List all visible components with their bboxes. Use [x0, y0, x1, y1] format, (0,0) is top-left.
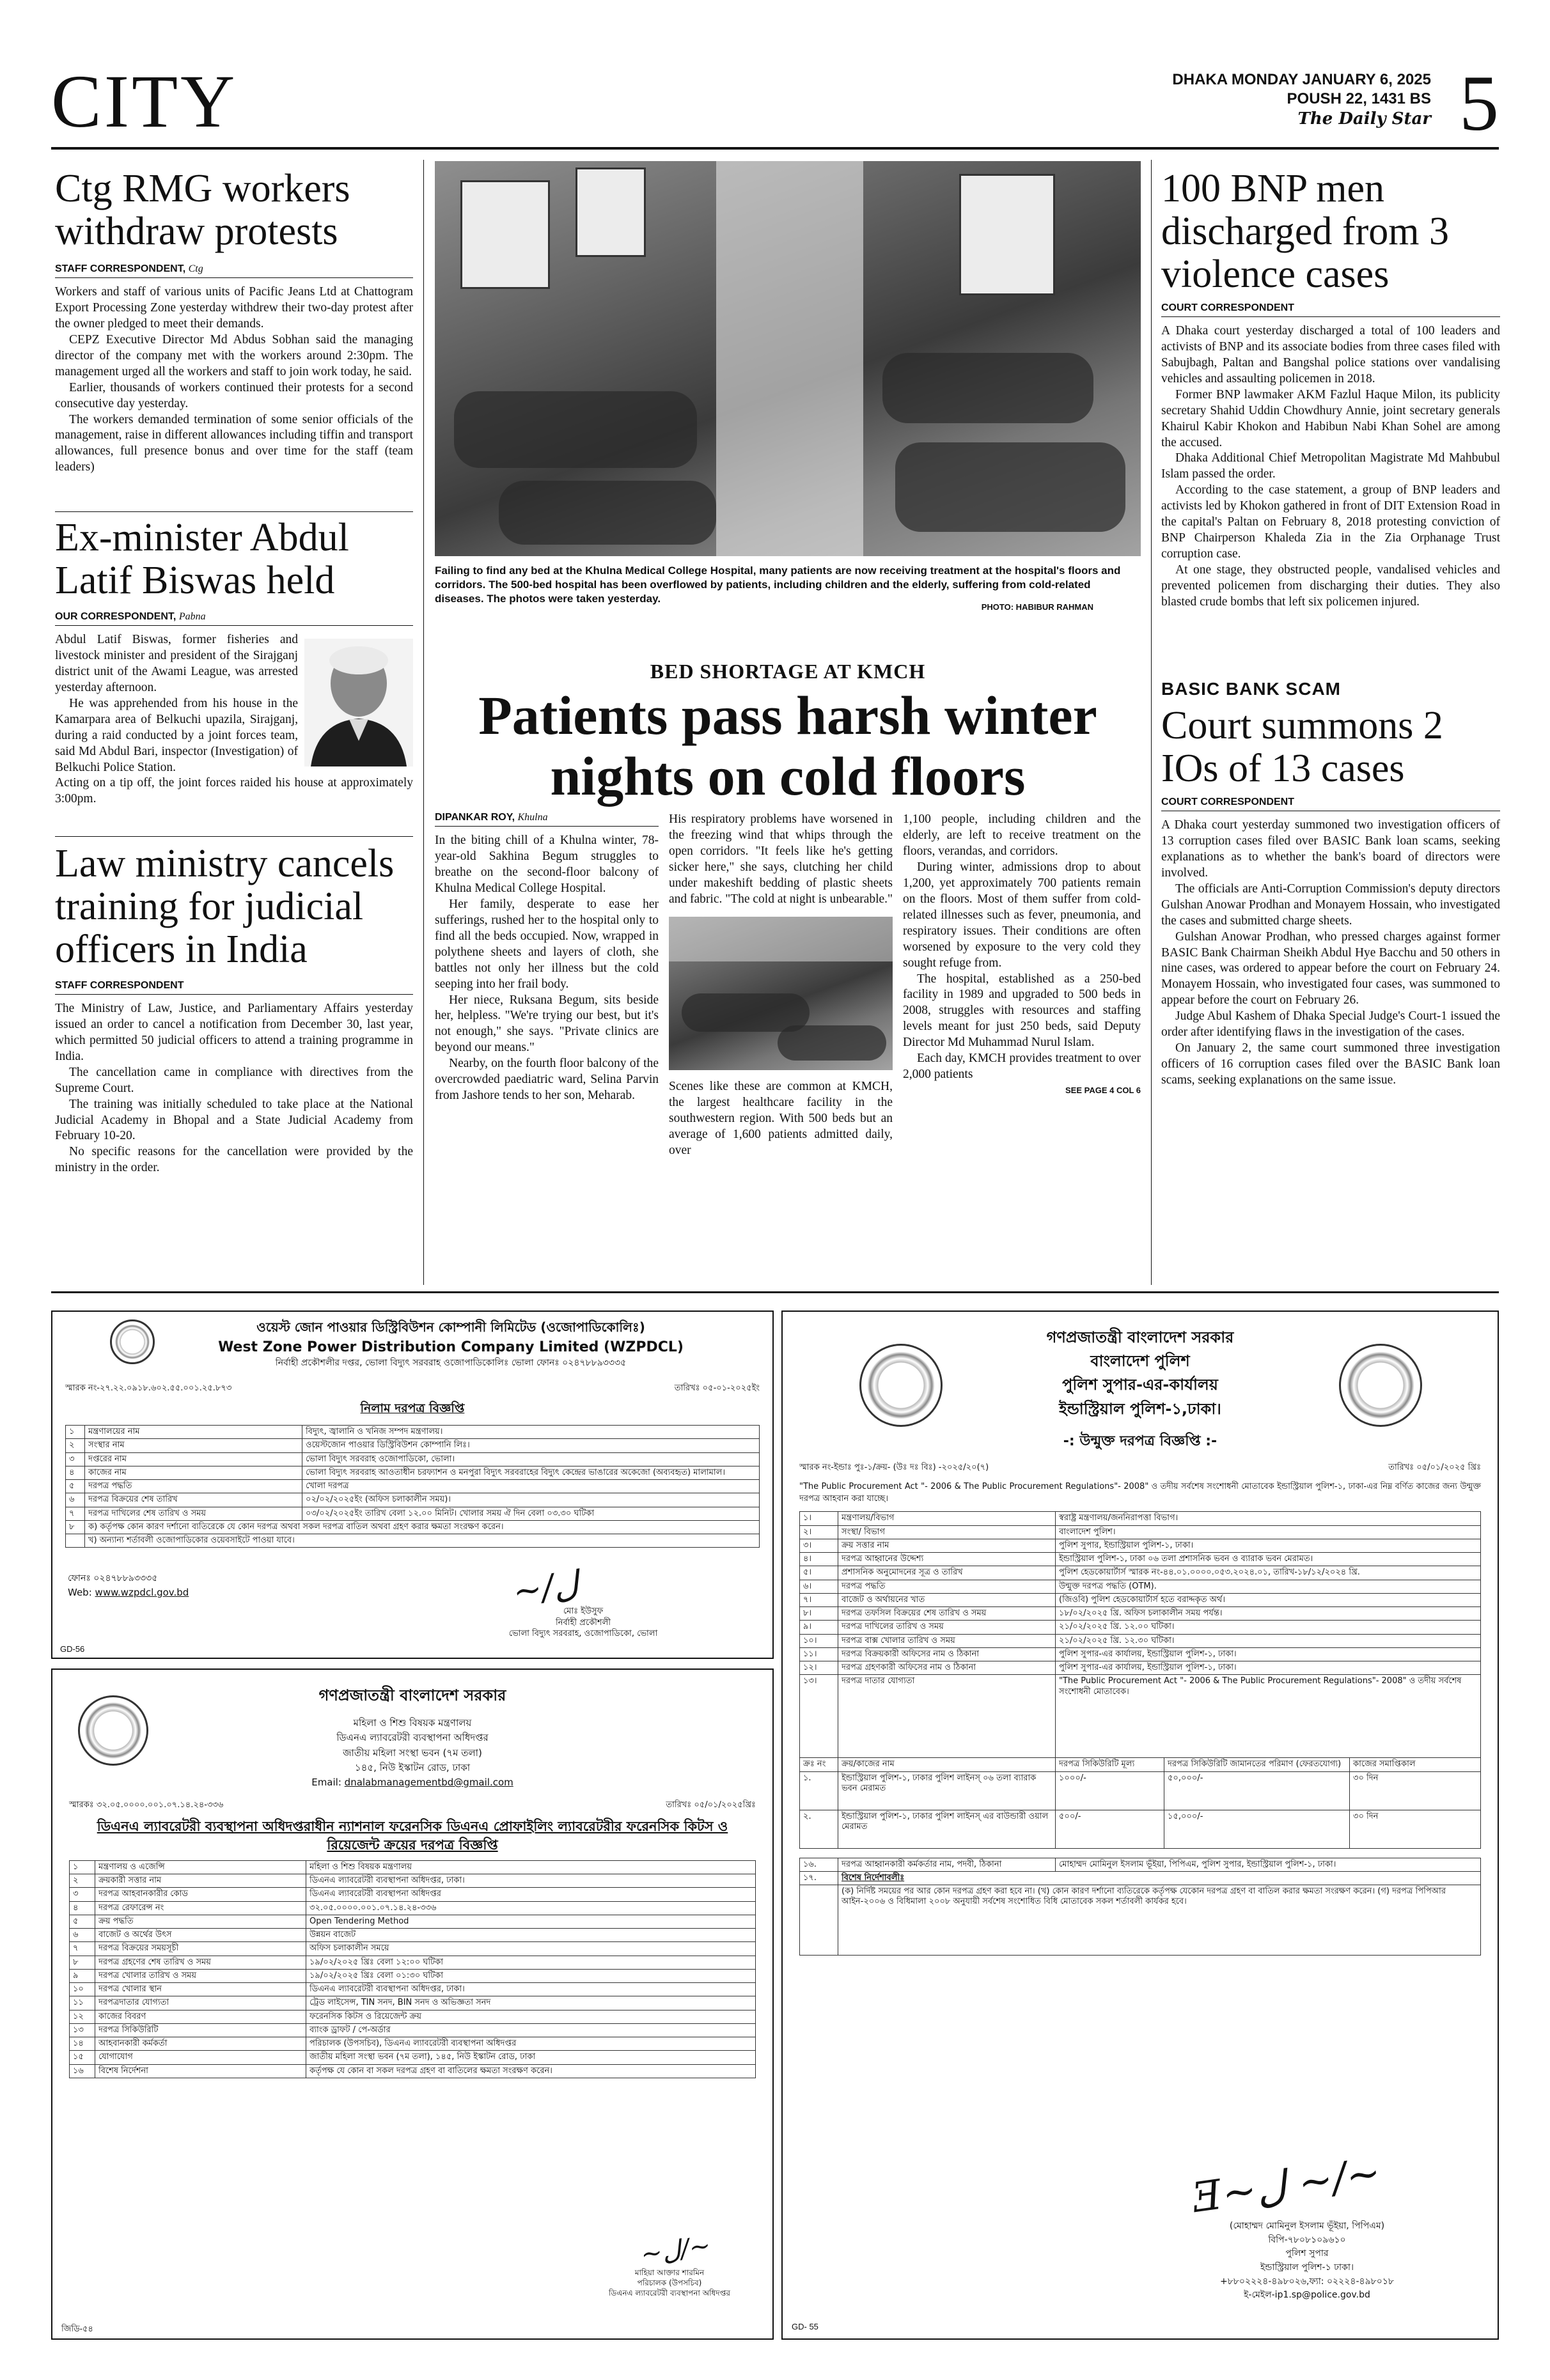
ad-gov: গণপ্রজাতন্ত্রী বাংলাদেশ সরকার	[318, 1686, 506, 1704]
lead-byline: DIPANKAR ROY, Khulna	[435, 812, 659, 827]
lead-headline: Patients pass harsh winter nights on cold floors	[478, 685, 1097, 807]
ad-works-table: ক্রঃ নং ক্রয়/কাজের নাম দরপত্র সিকিউরিটি মূল্য দরপত্র সিকিউরিটি জামানতের পরিমাণ (ফেরতযোগ্য) কাজের সমাপ্তিকাল ১. ইন্ডাস্ট্রিয়াল পুলিশ-১, ঢাকার পুলিশ লাইনস্ ০৬ তলা ব্যারাক ভবন মেরামত ১০০০/- ৫০,০০০/- ৩০ দিন ২. ইন্ডাস্ট্রিয়াল পুলিশ-১, ঢাকার পুলিশ লাইনস্ এর বাউন্ডারী ওয়াল মেরামত ৫০০/- ১৫,০০০/- ৩০ দিন	[799, 1757, 1481, 1848]
ad-table: ১ মন্ত্রণালয়ের নাম বিদ্যুৎ, জ্বালানি ও খনিজ সম্পদ মন্ত্রণালয়। ২ সংস্থার নাম ওয়েস্টজোন পাওয়ার ডিস্ট্রিবিউশন কোম্পানি লিঃ। ৩ দপ্তরের নাম ভোলা বিদ্যুৎ সরবরাহ ওজোপাডিকো, ভোলা। ৪ কাজের নাম ভোলা বিদ্যুৎ সরবরাহ আওতাধীন চরফ্যাশন ও মনপুরা বিদ্যুৎ সরবরাহের বিদ্যুৎ কেন্দ্রের ভাঙারের অকেজো (অব্যবহৃত) মালামাল। ৫ দরপত্র পদ্ধতি খোলা দরপত্র ৬ দরপত্র বিক্রয়ের শেষ তারিখ ০২/০২/২০২৫ইং (অফিস চলাকালীন সময়)। ৭ দরপত্র দাখিলের শেষ তারিখ ও সময় ০৩/০২/২০২৫ইং তারিখ বেলা ১২.০০ মিনিট। খোলার সময় ঐ দিন বেলা ০৩.৩০ ঘটিকা ৮ ক) কর্তৃপক্ষ কোন কারণ দর্শানো ব্যতিরেকে যে কোন দরপত্র অথবা সকল দরপত্র বাতিল অথবা গ্রহণ করার ক্ষমতা সংরক্ষণ করেন। খ) অন্যান্য শর্তাবলী ওজোপাডিকোর ওয়েবসাইটে পাওয়া যাবে।	[65, 1425, 760, 1548]
ad-notice-title: নিলাম দরপত্র বিজ্ঞপ্তি	[360, 1401, 465, 1415]
photo-corridor	[716, 161, 863, 556]
ad-police	[781, 1311, 1499, 2340]
story-headline: 100 BNP men discharged from 3 violence cases	[1161, 167, 1449, 296]
story-bnp	[1161, 167, 1500, 611]
lead-body-2: His respiratory problems have worsened in the freezing wind that whips through the open corridors. "It feels like he's getting sicker here," she says, clutching her child under makeshift bedding of plastic sheets and fabric. "The cold at night is unbearable."	[669, 813, 893, 906]
ad-signatory: মোঃ ইউসুফ নির্বাহী প্রকৌশলী ভোলা বিদ্যুৎ সরবরাহ, ওজোপাডিকো, ভোলা	[508, 1606, 658, 1639]
story-body: The Ministry of Law, Justice, and Parliamentary Affairs yesterday issued an order to cancel a notification from December 30, last year, which permitted 50 judicial officers to attend a training programme in India. The cancellation came in compliance with directives from the Supreme Court. The training was initially scheduled to take place at the National Judicial Academy in Bhopal and a State Judicial Academy from February 10-20. No specific reasons for the cancellation were provided by the ministry in the order.	[55, 1001, 413, 1175]
signature: ~ﻝ/~	[639, 2230, 713, 2270]
lead-body-1: In the biting chill of a Khulna winter, 78-year-old Sakhina Begum struggles to breathe on the second-floor balcony of Khulna Medical College Hospital. Her family, desperate to ease her sufferings, rushed her to the hospital only to find all the beds occupied. Now, wrapped in polythene sheets and layers of cloth, she battles not only her illness but the cold seeping into her frail body. Her niece, Ruksana Begum, sits beside her, helpless. "We're trying our best, but it's not enough," she says. "Private clinics are beyond our means." Nearby, on the fourth floor balcony of the overcrowded paediatric ward, Selina Parvin from Jashore tends to her son, Meharab.	[435, 834, 659, 1103]
ad-intro: "The Public Procurement Act "- 2006 & The Public Procurement Regulations"- 2008" ও তদীয় সর্বশেষ সংশোধনী মোতাবেক ইন্ডাস্ট্রিয়াল পুলিশ-১, ঢাকা-এর নিম্ন বর্ণিত কাজের জন্য উন্মুক্ত দরপত্র আহবান করা যাচ্ছে।	[799, 1481, 1481, 1504]
story-kicker: BASIC BANK SCAM	[1161, 679, 1341, 699]
story-divider	[55, 836, 413, 837]
lead-body-2b: Scenes like these are common at KMCH, the largest healthcare facility in the southwestern region. With 500 beds but an average of 1,600 patients admitted daily, over	[669, 1079, 893, 1157]
story-divider	[55, 511, 413, 512]
ad-signatory: মাহিয়া আক্তার শারমিন পরিচালক (উপসচিব) ডিএনএ ল্যাবরেটরী ব্যবস্থাপনা অধিদপ্তর	[608, 2268, 731, 2298]
story-headline: Ctg RMG workers withdraw protests	[55, 167, 350, 253]
story-body: Workers and staff of various units of Pacific Jeans Ltd at Chattogram Export Processing Zone yesterday withdrew their two-day protest after the owner pledged to meet their demands. CEPZ Executive Director Md Abdus Sobhan said the managing director of the company met with the workers around 2:30pm. The management urged all the workers and staff to join work today, he said. Earlier, thousands of workers continued their protests for a second consecutive day yesterday. The workers demanded termination of some senior officials of the management, raise in different allowances including tiffin and transport allowances, full presence bonus and over time for the staff (team leaders)	[55, 284, 413, 474]
portrait-image	[304, 639, 413, 766]
photo-patient	[454, 391, 697, 468]
dateline	[1172, 70, 1431, 130]
ad-dna	[51, 1668, 774, 2340]
ad-gd: জিডি-৫৪	[61, 2324, 93, 2333]
photo-wall	[669, 917, 893, 961]
inset-photo	[669, 917, 893, 1070]
jump-line[interactable]: SEE PAGE 4 COL 6	[1065, 1085, 1141, 1096]
ad-email-link[interactable]: ই-মেইল-ip1.sp@police.gov.bd	[1244, 2290, 1370, 2301]
ad-date: তারিখঃ ০৫/০১/২০২৫ খ্রিঃ	[1388, 1462, 1481, 1472]
ad-table: ১। মন্ত্রণালয়/বিভাগ স্বরাষ্ট্র মন্ত্রণালয়/জননিরাপত্তা বিভাগ। ২। সংস্থা/ বিভাগ বাংলাদেশ পুলিশ। ৩। ক্রয় সত্তার নাম পুলিশ সুপার, ইন্ডাস্ট্রিয়াল পুলিশ-১, ঢাকা। ৪। দরপত্র আহ্বানের উদ্দেশ্য ইন্ডাস্ট্রিয়াল পুলিশ-১, ঢাকা ০৬ তলা প্রশাসনিক ভবন ও ব্যারাক ভবন মেরামত। ৫। প্রশাসনিক অনুমোদনের সূত্র ও তারিখ পুলিশ হেডকোয়ার্টার্স স্মারক নং-৪৪.০১.০০০০.০৫৩.২০২৪.০১, তারিখ-১৮/১২/২০২৪ খ্রি. ৬। দরপত্র পদ্ধতি উন্মুক্ত দরপত্র পদ্ধতি (OTM). ৭। বাজেট ও অর্থায়নের খাত (জিওবি) পুলিশ হেডকোয়ার্টার্স হতে বরাদ্দকৃত অর্থ। ৮। দরপত্র তফসিল বিক্রয়ের শেষ তারিখ ও সময় ১৮/০২/২০২৫ খ্রি. অফিস চলাকালীন সময় পর্যন্ত। ৯। দরপত্র দাখিলের তারিখ ও সময় ২১/০২/২০২৫ খ্রি. ১২.০০ ঘটিকা। ১০। দরপত্র বাক্স খোলার তারিখ ও সময় ২১/০২/২০২৫ খ্রি. ১২.৩০ ঘটিকা। ১১। দরপত্র বিক্রয়কারী অফিসের নাম ও ঠিকানা পুলিশ সুপার-এর কার্যালয়, ইন্ডাস্ট্রিয়াল পুলিশ-১, ঢাকা। ১২। দরপত্র গ্রহণকারী অফিসের নাম ও ঠিকানা পুলিশ সুপার-এর কার্যালয়, ইন্ডাস্ট্রিয়াল পুলিশ-১, ঢাকা। ১৩। দরপত্র দাতার যোগ্যতা "The Public Procurement Act "- 2006 & The Public Procurement Regulations"- 2008" ও তদীয় সর্বশেষ সংশোধনী মোতাবেক।	[799, 1511, 1481, 1758]
ad-email-link[interactable]: dnalabmanagementbd@gmail.com	[344, 1777, 513, 1788]
photo-credit: PHOTO: HABIBUR RAHMAN	[981, 602, 1093, 612]
ad-office-block: মহিলা ও শিশু বিষয়ক মন্ত্রণালয় ডিএনএ ল্যাবরেটরী ব্যবস্থাপনা অধিদপ্তর জাতীয় মহিলা সংস্থা ভবন (৭ম তলা) ১৪৫, নিউ ইস্কাটন রোড, ঢাকা Email: dnalabmanagementbd@gmail.com	[311, 1717, 513, 1788]
ad-web-link[interactable]: www.wzpdcl.gov.bd	[95, 1587, 189, 1598]
issue-date: DHAKA MONDAY JANUARY 6, 2025	[1172, 71, 1431, 88]
photo-patient	[882, 353, 1093, 423]
bangla-date: POUSH 22, 1431 BS	[1287, 90, 1431, 107]
photo-window	[959, 174, 1055, 295]
police-emblem	[1339, 1344, 1422, 1427]
lead-photo	[435, 161, 1141, 556]
section-title: CITY	[51, 59, 238, 143]
paper-logo: The Daily Star	[1297, 109, 1431, 128]
ad-memo: স্মারক নং-২৭.২২.০৯১৮.৬০২.৫৫.০০১.২৫.৮৭৩	[65, 1383, 232, 1393]
photo-patient	[895, 442, 1125, 532]
story-byline: STAFF CORRESPONDENT	[55, 980, 413, 995]
govt-seal	[78, 1695, 148, 1766]
ad-header: গণপ্রজাতন্ত্রী বাংলাদেশ সরকার বাংলাদেশ পুলিশ পুলিশ সুপার-এর-কার্যালয় ইন্ডাস্ট্রিয়াল পুলিশ-১,ঢাকা।	[1046, 1328, 1234, 1418]
story-byline: COURT CORRESPONDENT	[1161, 302, 1500, 317]
ad-office: নির্বাহী প্রকৌশলীর দপ্তর, ভোলা বিদ্যুৎ সরবরাহ ওজোপাডিকোলিঃ ভোলা ফোনঃ ০২৪৭৮৮৯৩৩৩৫	[275, 1358, 627, 1368]
story-headline: Law ministry cancels training for judicial officers in India	[55, 842, 395, 971]
ad-date: তারিখঃ ০৫/০১/২০২৫খ্রিঃ	[666, 1800, 756, 1810]
ad-notice-title: ডিএনএ ল্যাবরেটরী ব্যবস্থাপনা অধিদপ্তরাধীন ন্যাশনাল ফরেনসিক ডিএনএ প্রোফাইলিং ল্যাবরেটরীর ফরেনসিক কিটস ও রিয়েজেন্ট ক্রয়ের দরপত্র বিজ্ঞপ্তি	[97, 1819, 728, 1853]
signature: ~/ﻝ	[510, 1563, 581, 1612]
story-biswas	[55, 517, 413, 807]
ad-gd: GD- 55	[792, 2322, 818, 2331]
ad-wzpdcl	[51, 1311, 774, 1659]
ad-web: Web: www.wzpdcl.gov.bd	[68, 1587, 189, 1598]
story-basic	[1161, 679, 1500, 1089]
ad-phone: ফোনঃ ০২৪৭৮৮৯৩৩৩৫	[68, 1573, 158, 1583]
column-rule	[1151, 160, 1152, 1285]
lead-body-3: 1,100 people, including children and the elderly, are left to receive treatment on the floors, verandas, and corridors. During winter, admissions drop to about 1,200, yet approximately 700 patients remain on the floors. Most of them suffer from cold-related illnesses such as fever, pneumonia, and respiratory issues. Their conditions are often worsened by exposure to the very cold they sought refuge from. The hospital, established as a 250-bed facility in 1989 and upgraded to 500 beds in 2008, struggles with resources and staffing levels meant for just 250 beds, said Deputy Director Md Muhammad Nurul Islam. Each day, KMCH provides treatment to over 2,000 patients	[903, 813, 1141, 1082]
ad-signatory: (মোহাম্মদ মোমিনুল ইসলাম ভূঁইয়া, পিপিএম) বিপি-৭৮০৮১০৯৬১০ পুলিশ সুপার ইন্ডাস্ট্রিয়াল পুলিশ-১ ঢাকা। +৮৮০২২২৪-৪৯৮০২৬,ফ্যা: ০২২২৪-৪৯৮০১৮ ই-মেইল-ip1.sp@police.gov.bd	[1141, 2220, 1473, 2303]
photo-patient	[499, 481, 716, 545]
story-byline: STAFF CORRESPONDENT, Ctg	[55, 263, 413, 278]
story-body: A Dhaka court yesterday summoned two investigation officers of 13 corruption cases filed over BASIC Bank loan scams, seeking explanations as to whether the bank's board of directors were involved. The officials are Anti-Corruption Commission's deputy directors Gulshan Anowar Prodhan and Monayem Hossain, who investigated the cases and submitted charge sheets. Gulshan Anowar Prodhan, who pressed charges against former BASIC Bank Chairman Sheikh Abdul Hye Bacchu and 50 others in nine cases, was ordered to appear before the court on February 24. Monayem Hossain, who investigated four cases, was summoned to appear before the court on February 26. Judge Abul Kashem of Dhaka Special Judge's Court-1 issued the order after identifying flaws in the investigation of the cases. On January 2, the same court summoned three investigation officers of 16 corruption cases filed over the BASIC Bank loan scams, seeking explanations on the same issue.	[1161, 818, 1500, 1087]
wzpdcl-logo	[110, 1319, 155, 1364]
lead-col-1	[435, 812, 659, 1104]
masthead-rule	[51, 147, 1499, 150]
ad-gd: GD-56	[60, 1644, 85, 1654]
ad-table: ১ মন্ত্রণালয় ও এজেন্সি মহিলা ও শিশু বিষয়ক মন্ত্রণালয় ২ ক্রয়কারী সত্তার নাম ডিএনএ ল্যাবরেটরী ব্যবস্থাপনা অধিদপ্তর, ঢাকা। ৩ দরপত্র আহবানকারীর কোড ডিএনএ ল্যাবরেটরী ব্যবস্থাপনা অধিদপ্তর ৪ দরপত্র রেফারেন্স নং ৩২.০৫.০০০০.০০১.০৭.১৪.২৪-৩৩৬ ৫ ক্রয় পদ্ধতি Open Tendering Method ৬ বাজেট ও অর্থের উৎস উন্নয়ন বাজেট ৭ দরপত্র বিক্রয়ের সময়সূচী অফিস চলাকালীন সময়ে ৮ দরপত্র গ্রহণের শেষ তারিখ ও সময় ১৯/০২/২০২৫ খ্রিঃ বেলা ১২:০০ ঘটিকা ৯ দরপত্র খোলার তারিখ ও সময় ১৯/০২/২০২৫ খ্রিঃ বেলা ০১:৩০ ঘটিকা ১০ দরপত্র খোলার স্থান ডিএনএ ল্যাবরেটরী ব্যবস্থাপনা অধিদপ্তর, ঢাকা। ১১ দরপত্রদাতার যোগ্যতা ট্রেড লাইসেন্স, TIN সনদ, BIN সনদ ও অভিজ্ঞতা সনদ ১২ কাজের বিবরণ ফরেনসিক কিটস ও রিয়েজেন্ট ক্রয় ১৩ দরপত্র সিকিউরিটি ব্যাংক ড্রাফট / পে-অর্ডার ১৪ আহবানকারী কর্মকর্তা পরিচালক (উপসচিব), ডিএনএ ল্যাবরেটরী ব্যবস্থাপনা অধিদপ্তর ১৫ যোগাযোগ জাতীয় মহিলা সংস্থা ভবন (৭ম তলা), ১৪৫, নিউ ইস্কাটন রোড, ঢাকা ১৬ বিশেষ নির্দেশনা কর্তৃপক্ষ যে কোন বা সকল দরপত্র গ্রহণ বা বাতিলের ক্ষমতা সংরক্ষণ করেন।	[69, 1860, 756, 2078]
story-byline: COURT CORRESPONDENT	[1161, 797, 1500, 811]
lead-col-2	[669, 812, 893, 1158]
lead-col-3	[903, 812, 1141, 1095]
photo-window	[575, 167, 646, 257]
ad-footer-table: ১৬. দরপত্র আহ্বানকারী কর্মকর্তার নাম, পদবী, ঠিকানা মোহাম্মদ মোমিনুল ইসলাম ভূঁইয়া, পিপিএম, পুলিশ সুপার, ইন্ডাস্ট্রিয়াল পুলিশ-১, ঢাকা। ১৭. বিশেষ নির্দেশাবলীঃ (ক) নির্দিষ্ট সময়ের পর আর কোন দরপত্র গ্রহণ করা হবে না। (খ) কোন কারণ দর্শানো ব্যতিরেকে কর্তৃপক্ষ যেকোন দরপত্র গ্রহণ বা বাতিল করার ক্ষমতা সংরক্ষণ করেন। (গ) দরপত্র পিপিআর আইন-২০০৬ ও বিধিমালা ২০০৮ অনুযায়ী সর্বশেষ সংশোধিত বিধি মোতাবেক সকল শর্তাবলী কার্যকর হবে।	[799, 1858, 1481, 1956]
signature: Ǝ~ﻝ ~/~	[1189, 2149, 1384, 2223]
story-body: A Dhaka court yesterday discharged a total of 100 leaders and activists of BNP and its associate bodies from three cases filed with Sabujbagh, Paltan and Bangshal police stations over vandalising vehicles and assaulting policemen in 2018. Former BNP lawmaker AKM Fazlul Haque Milon, its publicity secretary Shahid Uddin Chowdhury Annie, joint secretary generals Khairul Kabir Khokon and Habibun Nabi Khan Sohel are among the accused. Dhaka Additional Chief Metropolitan Magistrate Md Mahbubul Islam passed the order. According to the case statement, a group of BNP leaders and activists led by Khokon gathered in front of DIT Extension Road in the capital's Paltan on February 8, 2018 protesting conviction of BNP Chairperson Khaleda Zia in the Zia Orphanage Trust corruption case. At one stage, they obstructed people, vandalised vehicles and prevented policemen from discharging their duties. They also blasted crude bombs that left six policemen injured.	[1161, 323, 1500, 609]
photo-caption: Failing to find any bed at the Khulna Medical College Hospital, many patients are now receiving treatment at the hospital's floors and corridors. The 500-bed hospital has been overflowed by patients, including children and the elderly, suffering from cold-related diseases. The photos were taken yesterday.	[435, 564, 1121, 605]
photo-window	[460, 180, 550, 289]
ad-memo: স্মারক নং-ইন্ডাঃ পুঃ-১/ক্রয়- (উঃ দঃ বিঃ) -২০২৫/২০(৭)	[799, 1462, 989, 1472]
story-law	[55, 843, 413, 1176]
ad-memo: স্মারকঃ ৩২.০৫.০০০০.০০১.০৭.১৪.২৪-৩৩৬	[69, 1800, 224, 1810]
story-headline: Court summons 2 IOs of 13 cases	[1161, 704, 1443, 790]
ad-title-bn: ওয়েস্ট জোন পাওয়ার ডিস্ট্রিবিউশন কোম্পানী লিমিটেড (ওজোপাডিকোলিঃ)	[256, 1319, 645, 1335]
story-rmg	[55, 167, 413, 476]
lead-kicker: BED SHORTAGE AT KMCH	[650, 660, 926, 683]
ad-date: তারিখঃ ০৫-০১-২০২৫ইং	[674, 1383, 760, 1393]
photo-patient	[778, 1025, 886, 1061]
story-body: Abdul Latif Biswas, former fisheries and livestock minister and president of the Sirajganj district unit of the Awami League, was arrested yesterday afternoon. He was apprehended from his house in the Kamarpara area of Belkuchi upazila, Sirajganj, during a raid conducted by a joint forces team, said Md Abdul Bari, inspector (Investigation) of Belkuchi Police Station.	[55, 632, 298, 774]
police-seal	[859, 1344, 943, 1427]
ad-title-en: West Zone Power Distribution Company Limited (WZPDCL)	[218, 1339, 684, 1355]
ad-notice-title: -: উন্মুক্ত দরপত্র বিজ্ঞপ্তি :-	[1063, 1433, 1217, 1449]
story-byline: OUR CORRESPONDENT, Pabna	[55, 611, 413, 626]
page-number: 5	[1459, 59, 1499, 147]
story-headline: Ex-minister Abdul Latif Biswas held	[55, 516, 349, 602]
story-body-end: Acting on a tip off, the joint forces raided his house at approximately 3:00pm.	[55, 776, 413, 806]
portrait-photo	[304, 639, 413, 766]
ads-rule	[51, 1291, 1499, 1293]
column-rule	[423, 160, 424, 1285]
